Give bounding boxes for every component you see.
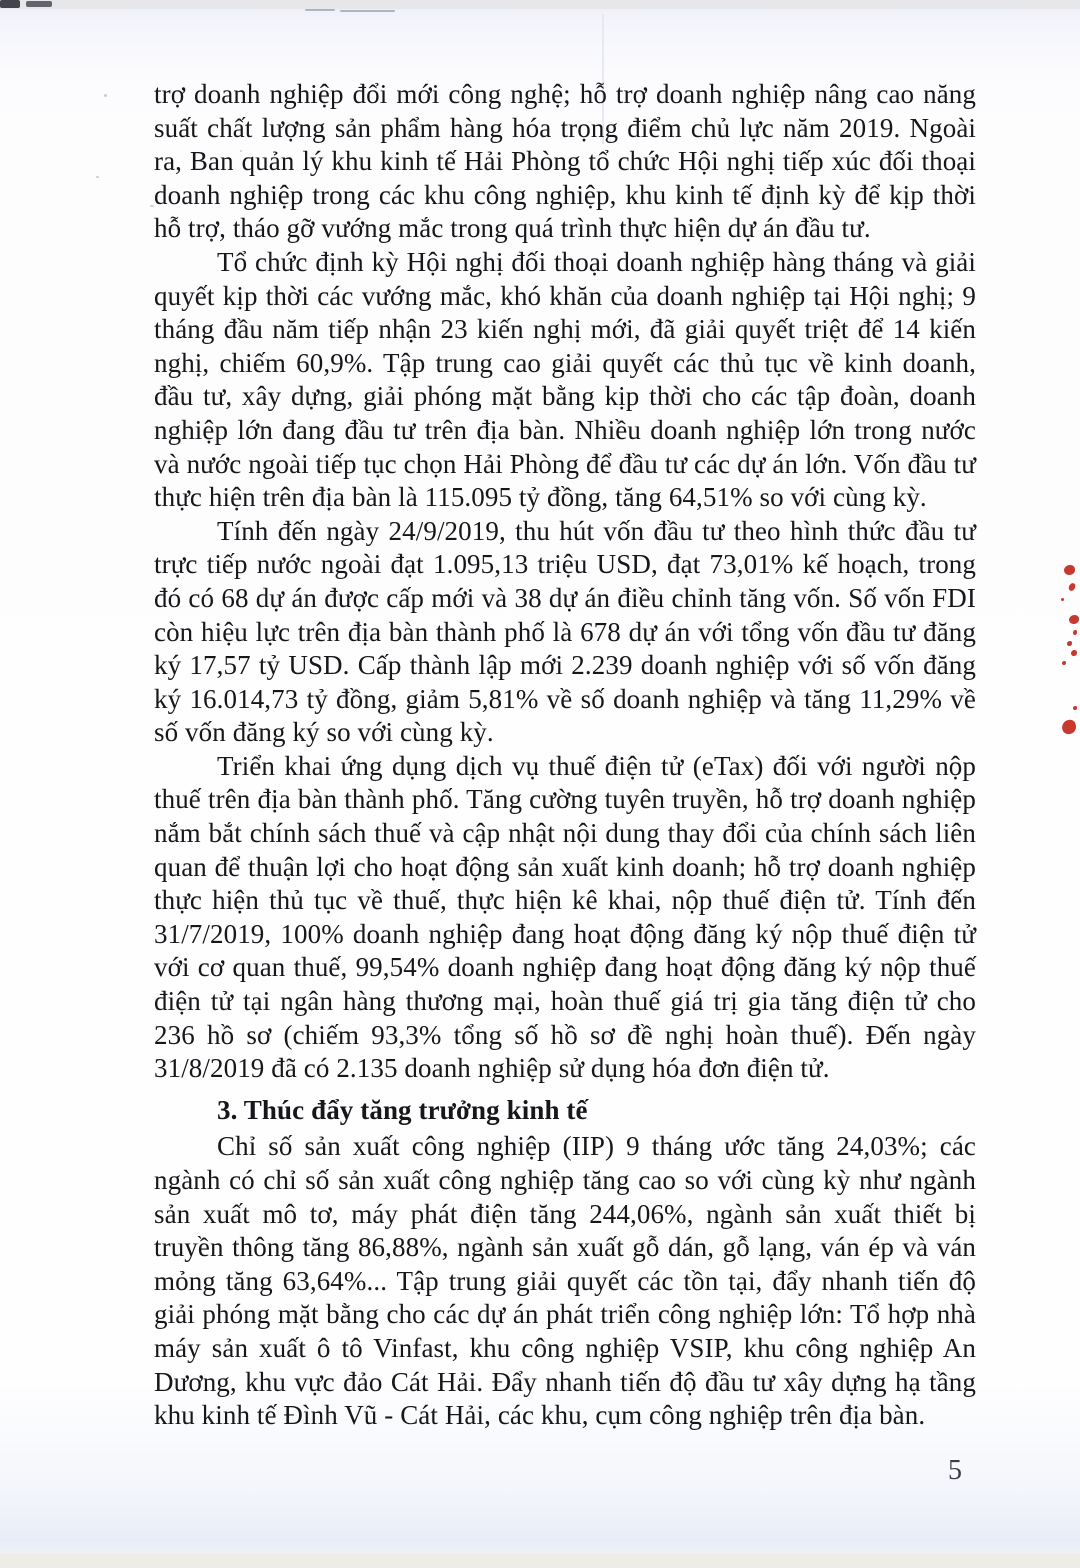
scan-edge-blot [26, 1, 52, 7]
scan-speck [96, 176, 99, 178]
red-ink-mark [1073, 630, 1077, 635]
paragraph: Triển khai ứng dụng dịch vụ thuế điện tử (eTax) đối với người nộp thuế trên địa bàn thành phố. Tăng cường tuyên truyền, hỗ trợ doanh nghiệp nắm bắt chính sách thuế và cập nhật nội dung thay đổi của chính sách liên quan để thuận lợi cho hoạt động sản xuất kinh doanh; hỗ trợ doanh nghiệp thực hiện thủ tục về thuế, thực hiện kê khai, nộp thuế điện tử. Tính đến 31/7/2019, 100% doanh nghiệp đang hoạt động đăng ký nộp thuế điện tử với cơ quan thuế, 99,54% doanh nghiệp đang hoạt động đăng ký nộp thuế điện tử tại ngân hàng thương mại, hoàn thuế giá trị gia tăng điện tử cho 236 hồ sơ (chiếm 93,3% tổng số hồ sơ đề nghị hoàn thuế). Đến ngày 31/8/2019 đã có 2.135 doanh nghiệp sử dụng hóa đơn điện tử. [154, 750, 976, 1084]
red-ink-mark [1061, 598, 1064, 601]
paragraph: Chỉ số sản xuất công nghiệp (IIP) 9 tháng ước tăng 24,03%; các ngành có chỉ số sản xuất công nghiệp tăng cao so với cùng kỳ như ngành sản xuất mô tơ, máy phát điện tăng 244,06%, ngành sản xuất thiết bị truyền thông tăng 86,88%, ngành sản xuất gỗ dán, gỗ lạng, ván ép và ván mỏng tăng 63,64%... Tập trung giải quyết các tồn tại, đẩy nhanh tiến độ giải phóng mặt bằng cho các dự án phát triển công nghiệp lớn: Tổ hợp nhà máy sản xuất ô tô Vinfast, khu công nghiệp VSIP, khu công nghiệp An Dương, khu vực đảo Cát Hải. Đẩy nhanh tiến độ đầu tư xây dựng hạ tầng khu kinh tế Đình Vũ - Cát Hải, các khu, cụm công nghiệp trên địa bàn. [154, 1131, 976, 1431]
red-ink-mark [1069, 615, 1079, 624]
red-ink-mark [1061, 719, 1078, 736]
red-ink-mark [1073, 706, 1077, 710]
scanner-top-strip [0, 0, 1080, 9]
paragraph: Tính đến ngày 24/9/2019, thu hút vốn đầu tư theo hình thức đầu tư trực tiếp nước ngoài đạt 1.095,13 triệu USD, đạt 73,01% kế hoạch, trong đó có 68 dự án được cấp mới và 38 dự án điều chỉnh tăng vốn. Số vốn FDI còn hiệu lực trên địa bàn thành phố là 678 dự án với tổng vốn đầu tư đăng ký 17,57 tỷ USD. Cấp thành lập mới 2.239 doanh nghiệp với số vốn đăng ký 16.014,73 tỷ đồng, giảm 5,81% về số doanh nghiệp và tăng 11,29% về số vốn đăng ký so với cùng kỳ. [154, 515, 976, 748]
paragraph: trợ doanh nghiệp đổi mới công nghệ; hỗ trợ doanh nghiệp nâng cao năng suất chất lượng sản phẩm hàng hóa trọng điểm chủ lực năm 2019. Ngoài ra, Ban quản lý khu kinh tế Hải Phòng tổ chức Hội nghị tiếp xúc đối thoại doanh nghiệp trong các khu công nghiệp, khu kinh tế định kỳ để kịp thời hỗ trợ, tháo gỡ vướng mắc trong quá trình thực hiện dự án đầu tư. [154, 79, 976, 244]
scan-edge-dash [305, 9, 335, 11]
scan-edge-dash [340, 10, 395, 12]
paragraph: Tổ chức định kỳ Hội nghị đối thoại doanh nghiệp hàng tháng và giải quyết kịp thời các vướng mắc, khó khăn của doanh nghiệp tại Hội nghị; 9 tháng đầu năm tiếp nhận 23 kiến nghị mới, đã giải quyết triệt để 14 kiến nghị, chiếm 60,9%. Tập trung cao giải quyết các thủ tục về kinh doanh, đầu tư, xây dựng, giải phóng mặt bằng kịp thời cho các tập đoàn, doanh nghiệp lớn đang đầu tư trên địa bàn. Nhiều doanh nghiệp lớn trong nước và nước ngoài tiếp tục chọn Hải Phòng để đầu tư các dự án lớn. Vốn đầu tư thực hiện trên địa bàn là 115.095 tỷ đồng, tăng 64,51% so với cùng kỳ. [154, 246, 976, 513]
red-ink-mark [1071, 650, 1077, 656]
red-ink-mark [1067, 641, 1072, 646]
scanner-bottom-strip [0, 1554, 1080, 1568]
scan-speck [104, 94, 107, 97]
document-body [154, 78, 976, 1433]
red-ink-mark [1062, 661, 1066, 665]
scan-edge-blot [0, 0, 20, 8]
red-ink-mark [1068, 582, 1076, 592]
page-number: 5 [948, 1455, 962, 1486]
red-ink-mark [1064, 565, 1075, 575]
section-heading: 3. Thúc đẩy tăng trưởng kinh tế [217, 1094, 588, 1125]
